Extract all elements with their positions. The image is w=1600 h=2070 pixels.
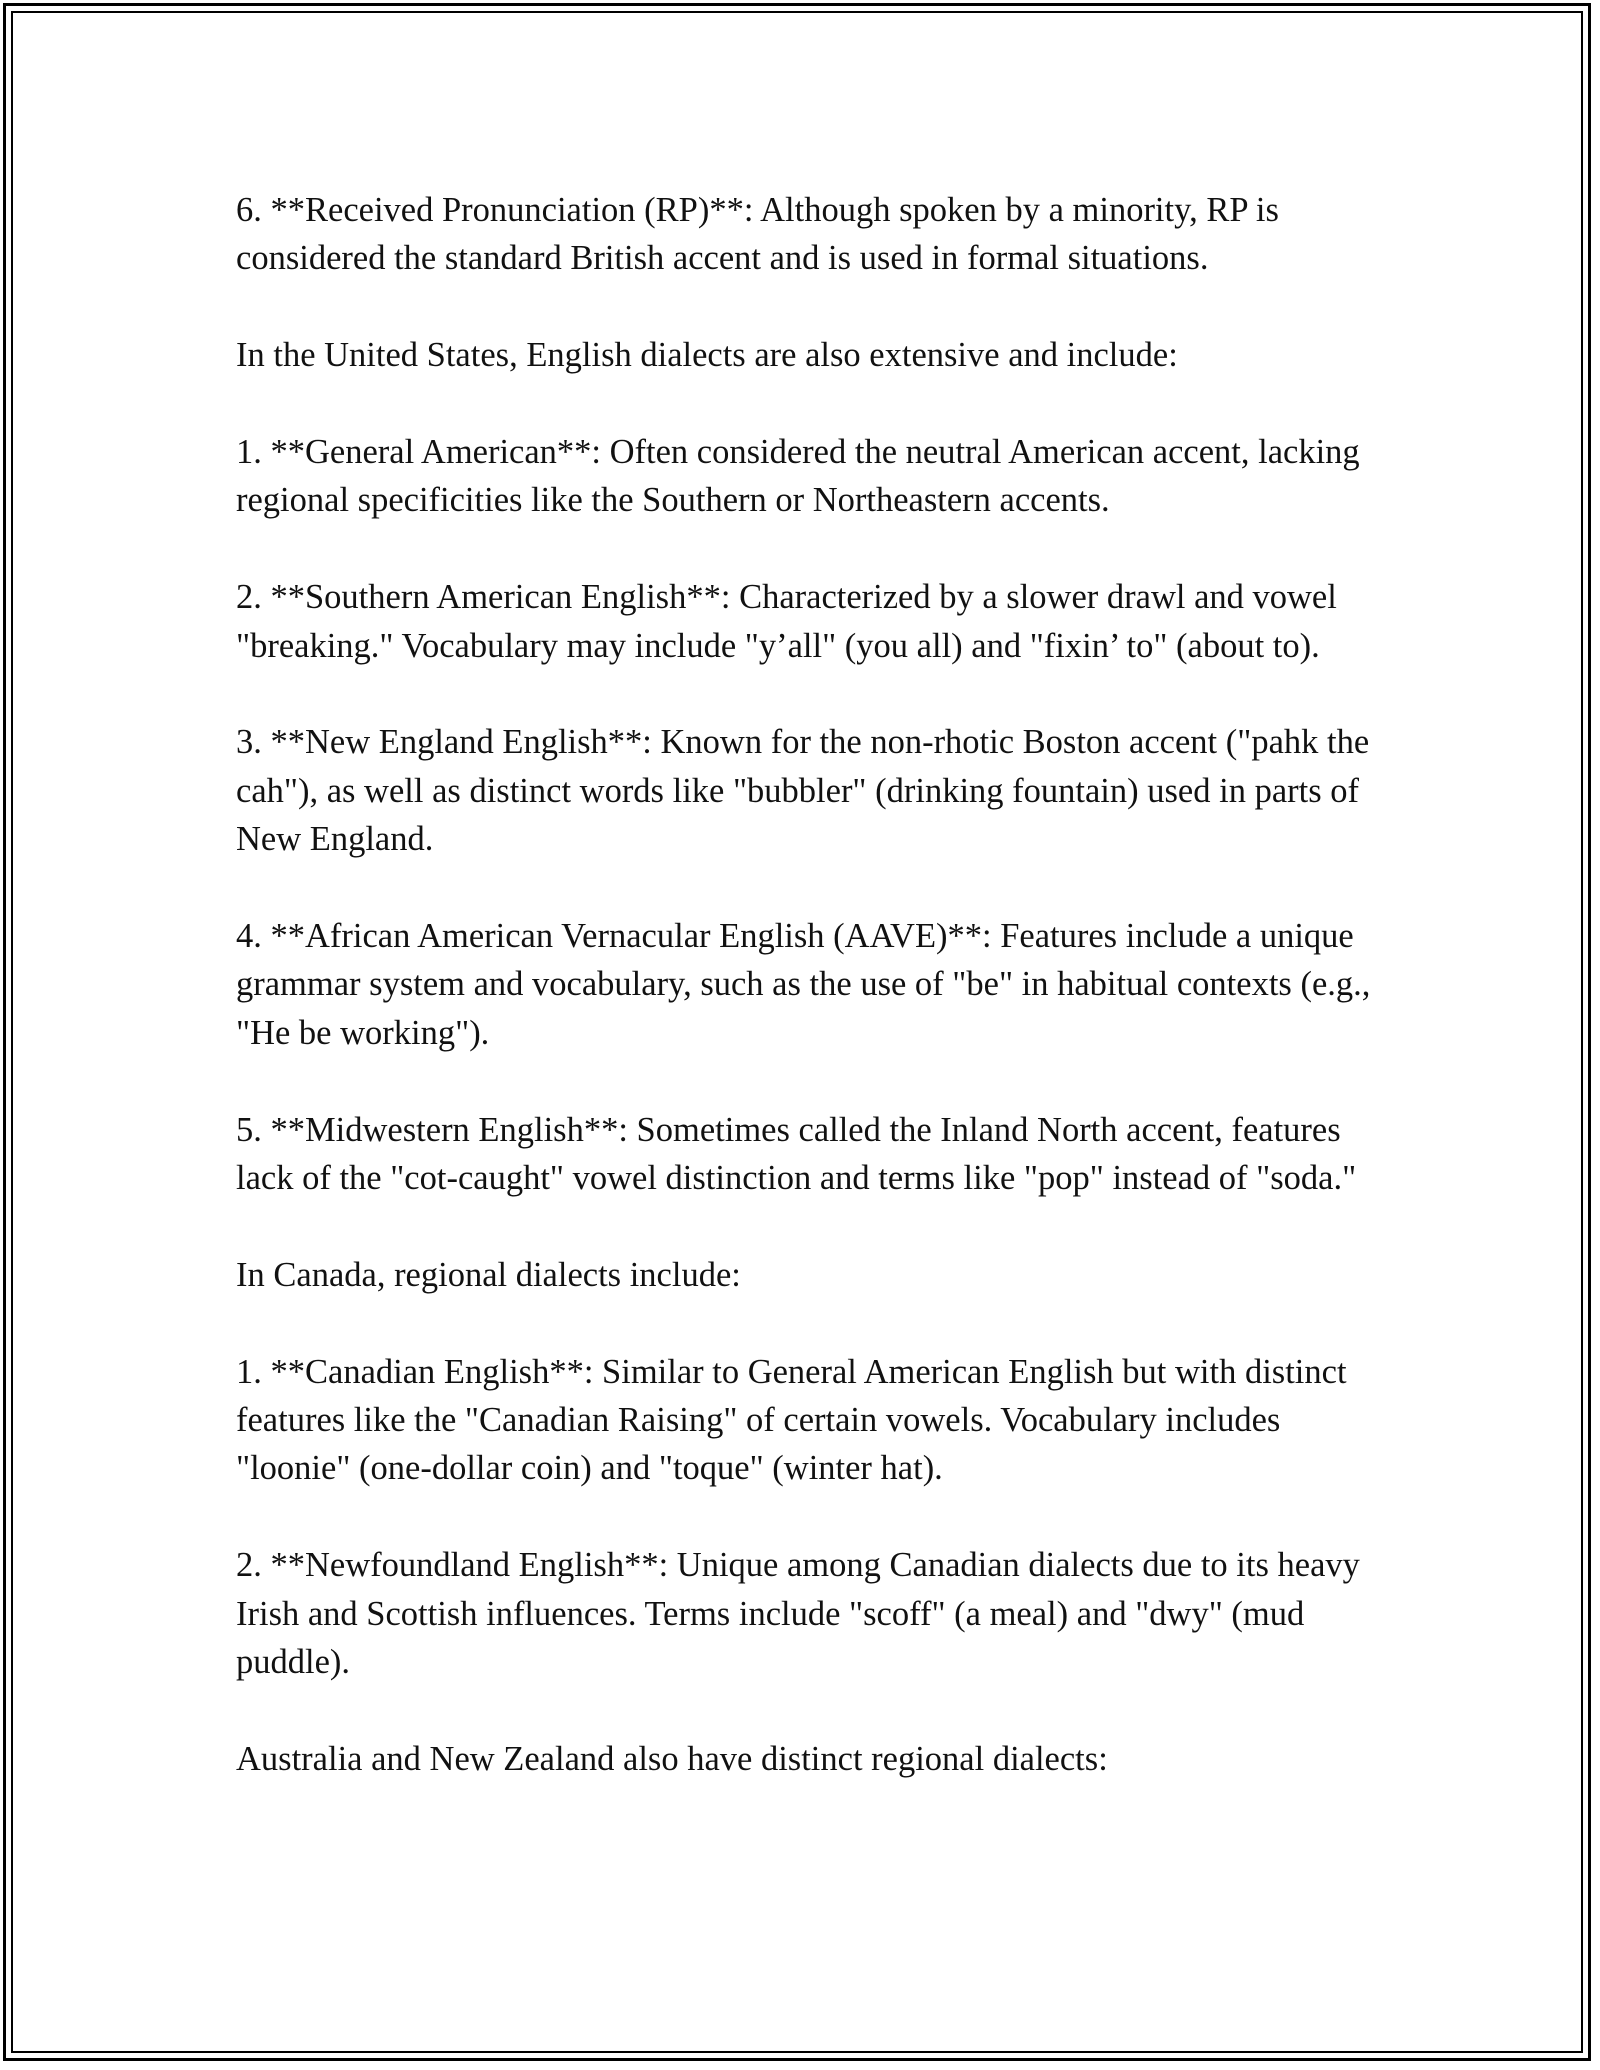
document-body (236, 186, 1386, 1832)
paragraph-canadian-english: 1. **Canadian English**: Similar to General American English but with distinct features like the "Canadian Raising" of certain vowels. Vocabulary includes "loonie" (one-dollar coin) and "toque" (winter hat). (236, 1352, 1347, 1488)
paragraph-aave: 4. **African American Vernacular English (AAVE)**: Features include a unique grammar system and vocabulary, such as the use of "be" in habitual contexts (e.g., "He be working"). (236, 917, 1371, 1052)
paragraph-general-american: 1. **General American**: Often considered the neutral American accent, lacking regional specificities like the Southern or Northeastern accents. (236, 433, 1360, 520)
paragraph-southern-american: 2. **Southern American English**: Characterized by a slower drawl and vowel "breaking." Vocabulary may include "y’all" (you all) and "fixin’ to" (about to). (236, 578, 1337, 665)
paragraph-new-england: 3. **New England English**: Known for the non-rhotic Boston accent ("pahk the cah"), as well as distinct words like "bubbler" (drinking fountain) used in parts of New England. (236, 723, 1370, 859)
paragraph-newfoundland: 2. **Newfoundland English**: Unique among Canadian dialects due to its heavy Irish and Scottish influences. Terms include "scoff" (a meal) and "dwy" (mud puddle). (236, 1546, 1360, 1682)
paragraph-midwestern: 5. **Midwestern English**: Sometimes called the Inland North accent, features lack of the "cot-caught" vowel distinction and terms like "pop" instead of "soda." (236, 1110, 1357, 1198)
paragraph-australia-nz-intro: Australia and New Zealand also have distinct regional dialects: (236, 1739, 1108, 1778)
paragraph-rp: 6. **Received Pronunciation (RP)**: Although spoken by a minority, RP is considered the standard British accent and is used in formal situations. (236, 191, 1279, 278)
paragraph-us-intro: In the United States, English dialects are also extensive and include: (236, 336, 1178, 375)
paragraph-canada-intro: In Canada, regional dialects include: (236, 1255, 741, 1294)
